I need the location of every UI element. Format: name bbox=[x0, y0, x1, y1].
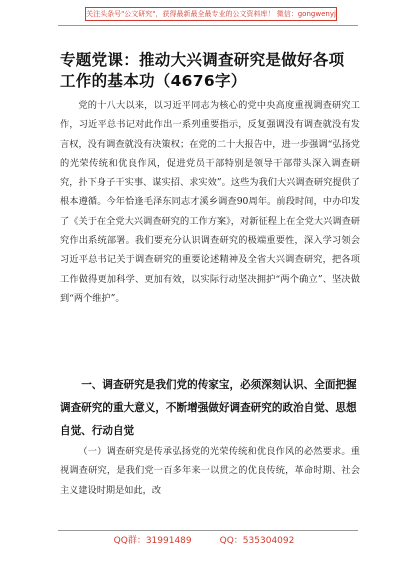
intro-paragraph: 党的十八大以来，以习近平同志为核心的党中央高度重视调查研究工作，习近平总书记对此作出一系列重要指示，反复强调没有调查就没有发言权，没有调查就没有决策权；在党的二十大报告中，进一步强调“弘扬党的光荣传统和优良作风，促进党员干部特别是领导干部带头深入调查研究，扑下身子干实事、谋实招、求实效”。这些为我们大兴调查研究提供了根本遵循。今年恰逢毛泽东同志才溪乡调查90周年。前段时间，中办印发了《关于在全党大兴调查研究的工作方案》，对新征程上在全党大兴调查研究作出系统部署。我们要充分认识调查研究的极端重要性，深入学习领会习近平总书记关于调查研究的重要论述精神及全省大兴调查研究，把各项工作做得更加科学、更加有效，以实际行动坚决拥护“两个确立”、坚决做到“两个维护”。 bbox=[60, 100, 360, 304]
footer-qq: QQ：535304092 bbox=[219, 536, 295, 546]
footer-divider bbox=[58, 530, 358, 531]
promo-banner bbox=[85, 7, 337, 21]
promo-banner-text: 关注头条号"公文研究"，获得最新最全最专业的公文资料库！ 微信：gongwenyj bbox=[86, 9, 336, 18]
subsection-paragraph-1: （一）调查研究是传承弘扬党的光荣传统和优良作风的必然要求。重视调查研究，是我们党一百多年来一以贯之的优良传统，革命时期、社会主义建设时期是如此，改 bbox=[60, 446, 360, 496]
header-divider bbox=[58, 25, 358, 26]
section-heading-1: 一、调查研究是我们党的传家宝，必须深刻认识、全面把握调查研究的重大意义，不断增强做好调查研究的政治自觉、思想自觉、行动自觉 bbox=[60, 379, 357, 437]
page-footer bbox=[0, 534, 408, 548]
document-title: 专题党课：推动大兴调查研究是做好各项工作的基本功（4676字） bbox=[60, 51, 345, 90]
footer-qq-group: QQ群：31991489 bbox=[113, 536, 192, 546]
